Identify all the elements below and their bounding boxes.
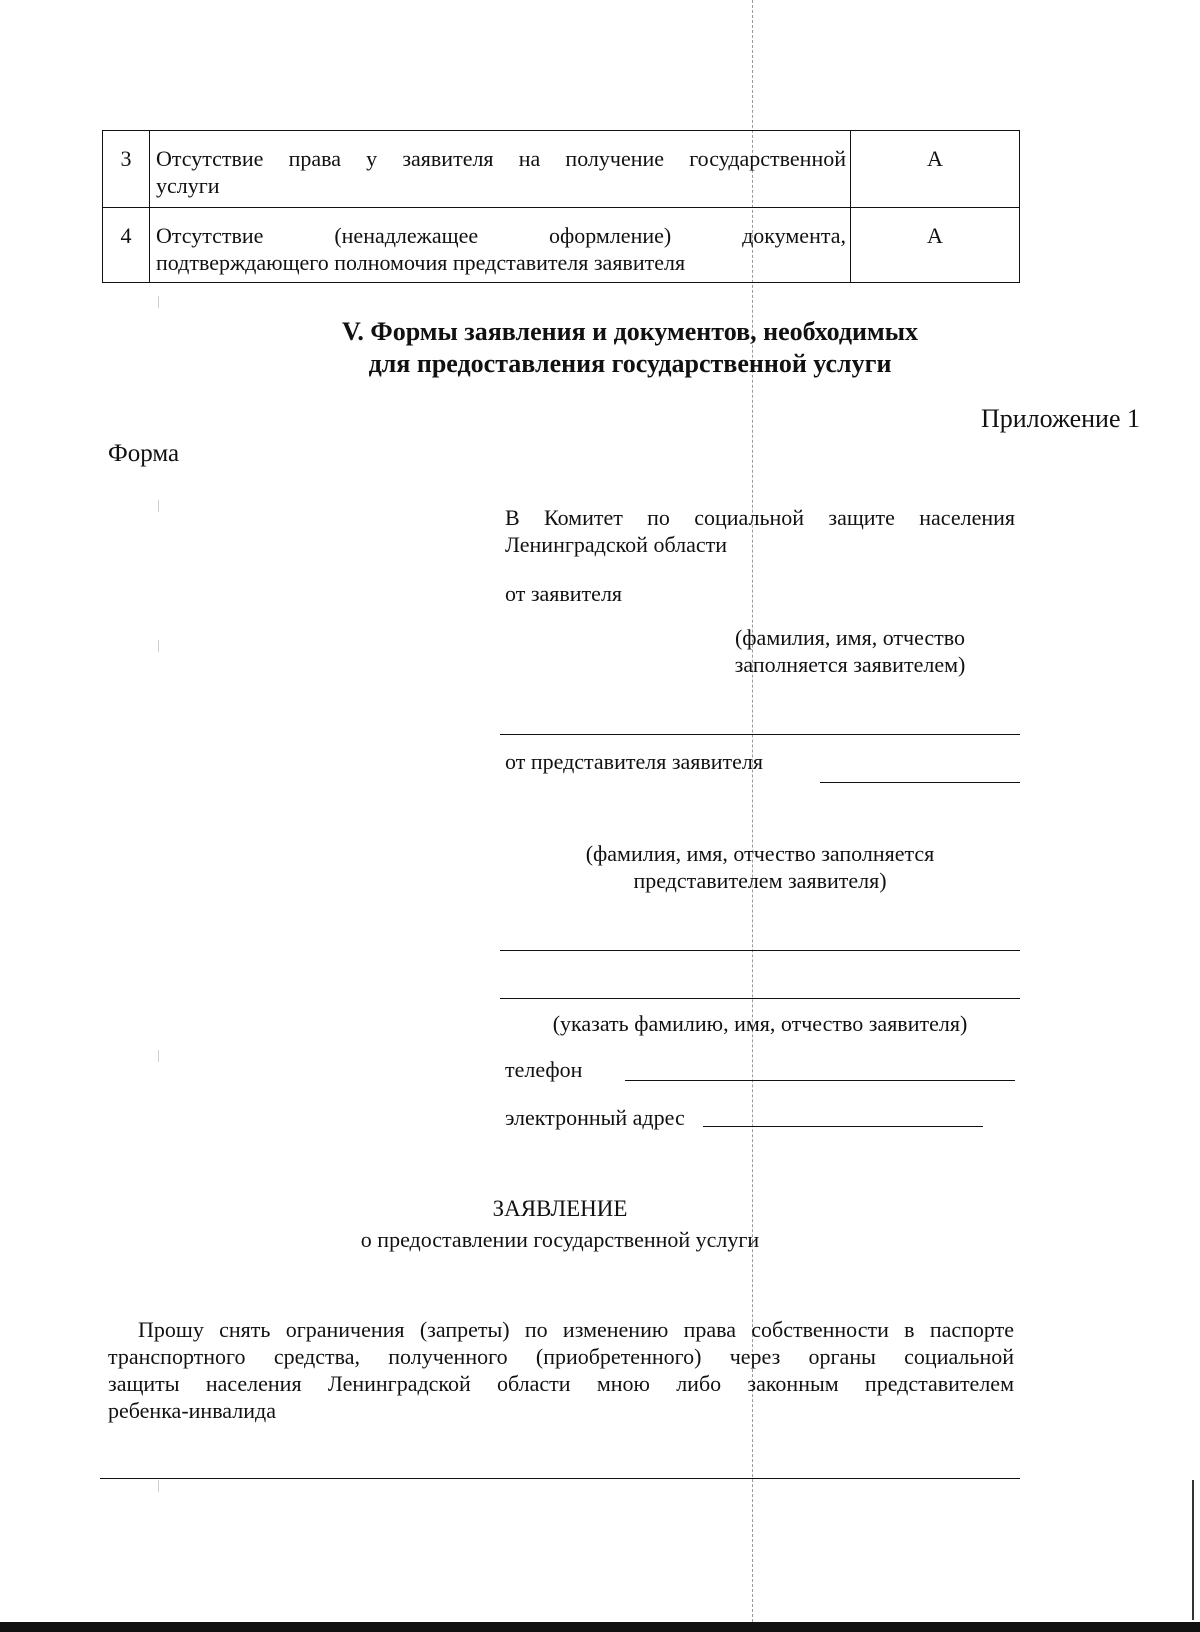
body-line: Прошу снять ограничения (запреты) по изменению права собственности в паспорте: [138, 1317, 1014, 1342]
representative-hint: [540, 840, 980, 894]
statement-title: ЗАЯВЛЕНИЕ: [492, 1196, 628, 1221]
phone-field[interactable]: [625, 1080, 1015, 1081]
scan-edge: [1192, 1480, 1194, 1620]
refusal-reasons-table: [102, 130, 1020, 283]
row-text: [150, 208, 851, 283]
scan-bottom-edge: [0, 1622, 1200, 1632]
section-title-line: для предоставления государственной услуги: [368, 349, 892, 378]
appendix-label: Приложение 1: [980, 404, 1140, 433]
section-title: [250, 316, 1010, 380]
body-line: защиты населения Ленинградской области мною либо законным представителем: [108, 1371, 1014, 1396]
row-code: А: [851, 131, 1020, 208]
form-label: Форма: [108, 440, 180, 467]
row-text-line: Отсутствие (ненадлежащее оформление) документа,: [156, 223, 846, 248]
hint-line: (фамилия, имя, отчество заполняется: [585, 841, 935, 866]
addressee: [505, 504, 1015, 558]
row-text: [150, 131, 851, 208]
specify-hint: (указать фамилию, имя, отчество заявителя): [552, 1011, 968, 1036]
scan-mark: [158, 1480, 159, 1492]
statement-subtitle: о предоставлении государственной услуги: [360, 1227, 760, 1252]
row-text-line: услуги: [156, 173, 220, 198]
scan-mark: [158, 296, 159, 308]
addressee-line: Ленинградской области: [505, 532, 727, 557]
row-code: А: [851, 208, 1020, 283]
scan-mark: [158, 640, 159, 652]
hint-line: заполняется заявителем): [734, 652, 966, 677]
email-label: электронный адрес: [505, 1105, 685, 1130]
table-row: [103, 208, 1020, 283]
row-number: 4: [103, 208, 150, 283]
representative-name-field[interactable]: [500, 950, 1020, 951]
row-number: 3: [103, 131, 150, 208]
hint-line: представителем заявителя): [633, 868, 887, 893]
scan-mark: [158, 1050, 159, 1062]
section-title-line: V. Формы заявления и документов, необходимых: [341, 317, 919, 346]
row-text-line: подтверждающего полномочия представителя заявителя: [156, 250, 686, 275]
body-line: ребенка-инвалида: [108, 1398, 276, 1423]
scan-mark: [158, 500, 159, 512]
applicant-name-field[interactable]: [500, 734, 1020, 735]
applicant-fullname-field[interactable]: [500, 998, 1020, 999]
hint-line: (фамилия, имя, отчество: [734, 625, 966, 650]
statement-continuation-field[interactable]: [100, 1478, 1020, 1479]
from-representative-label: от представителя заявителя: [505, 749, 764, 774]
row-text-line: Отсутствие права у заявителя на получение государственной: [156, 146, 846, 171]
table-row: [103, 131, 1020, 208]
statement-body: [108, 1316, 1014, 1424]
body-line: транспортного средства, полученного (приобретенного) через органы социальной: [108, 1344, 1014, 1369]
representative-field[interactable]: [820, 782, 1020, 783]
addressee-line: В Комитет по социальной защите населения: [505, 505, 1015, 530]
from-applicant-label: от заявителя: [505, 581, 623, 606]
phone-label: телефон: [505, 1057, 583, 1082]
email-field[interactable]: [703, 1126, 983, 1127]
applicant-hint: [700, 624, 1000, 678]
